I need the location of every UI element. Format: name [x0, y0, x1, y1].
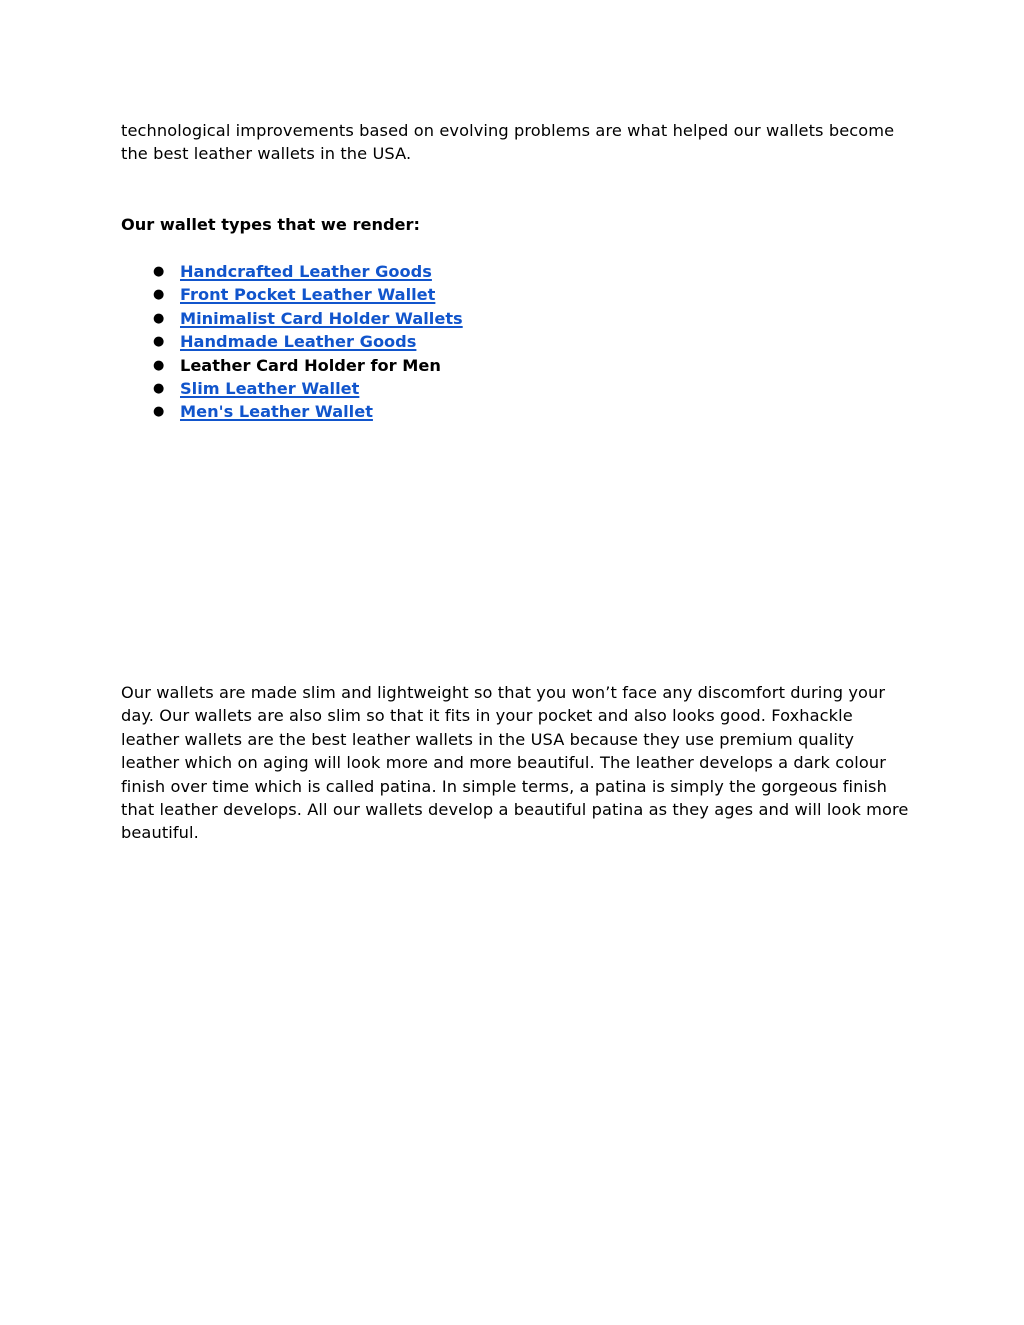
bullet-icon: ● [153, 264, 165, 279]
wallet-types-list [121, 260, 463, 424]
bullet-icon: ● [153, 404, 165, 420]
list-item [121, 307, 463, 330]
link-slim-leather-wallet[interactable]: Slim Leather Wallet [180, 378, 360, 398]
list-item [121, 377, 463, 400]
bullet-icon: ● [153, 380, 165, 396]
list-item [121, 330, 463, 353]
bullet-icon: ● [153, 310, 165, 326]
bullet-icon: ● [153, 334, 165, 350]
list-item [121, 283, 463, 306]
link-handmade-leather-goods[interactable]: Handmade Leather Goods [180, 332, 417, 352]
item-leather-card-holder-for-men: Leather Card Holder for Men [180, 355, 441, 375]
bullet-icon: ● [153, 287, 165, 303]
bullet-icon: ● [153, 357, 165, 373]
wallet-types-heading: Our wallet types that we render: [121, 215, 420, 234]
link-front-pocket-leather-wallet[interactable]: Front Pocket Leather Wallet [180, 285, 436, 305]
link-minimalist-card-holder-wallets[interactable]: Minimalist Card Holder Wallets [180, 308, 463, 328]
list-item [121, 400, 463, 423]
link-handcrafted-leather-goods[interactable]: Handcrafted Leather Goods [180, 262, 432, 281]
intro-paragraph: technological improvements based on evolving problems are what helped our wallets become the best leather wallets in the USA. [121, 121, 895, 164]
body-paragraph: Our wallets are made slim and lightweight so that you won’t face any discomfort during your day. Our wallets are also slim so that it fits in your pocket and also looks good. Foxhackle leather wallets are the best leather wallets in the USA because they use premium quality leather which on aging will look more and more beautiful. The leather develops a dark colour finish over time which is called patina. In simple terms, a patina is simply the gorgeous finish that leather develops. All our wallets develop a beautiful patina as they ages and will look more beautiful. [121, 683, 909, 843]
list-item [121, 260, 463, 283]
link-mens-leather-wallet[interactable]: Men's Leather Wallet [180, 402, 373, 422]
list-item [121, 354, 463, 377]
